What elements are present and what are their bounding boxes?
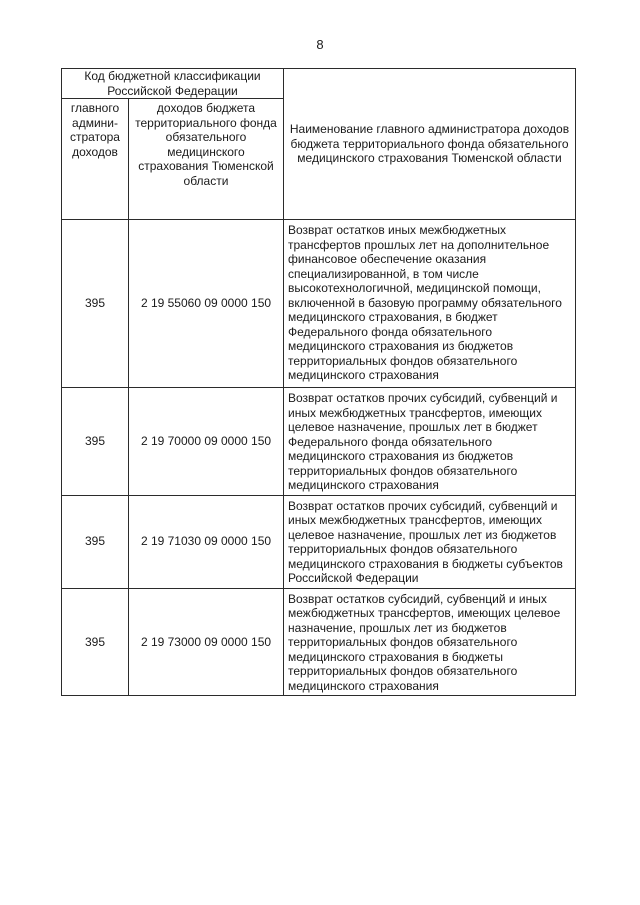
revenue-name-cell: Возврат остатков субсидий, субвенций и иных межбюджетных трансфертов, имеющих целевое назначение, прошлых лет из бюджетов территориальных фондов обязательного медицинского страхования в бюджеты территориальных фондов обязательного медицинского страхования <box>284 588 576 696</box>
header-main-administrator: главного админи-стратора доходов <box>62 99 129 220</box>
revenue-name-cell: Возврат остатков иных межбюджетных трансфертов прошлых лет на дополнительное финансовое обеспечение оказания специализированной, в том числе высокотехнологичной, медицинской помощи, включенной в базовую программу обязательного медицинского страхования, в бюджет Федерального фонда обязательного медицинского страхования из бюджетов территориальных фондов обязательного медицинского страхования <box>284 220 576 388</box>
admin-code-cell: 395 <box>62 388 129 496</box>
admin-code-cell: 395 <box>62 220 129 388</box>
table-row <box>62 388 576 496</box>
revenue-code-cell: 2 19 71030 09 0000 150 <box>129 495 284 588</box>
table-row <box>62 588 576 696</box>
revenue-code-cell: 2 19 70000 09 0000 150 <box>129 388 284 496</box>
revenue-name-cell: Возврат остатков прочих субсидий, субвенций и иных межбюджетных трансфертов, имеющих целевое назначение, прошлых лет в бюджет Федерального фонда обязательного медицинского страхования из бюджетов территориальных фондов обязательного медицинского страхования <box>284 388 576 496</box>
admin-code-cell: 395 <box>62 588 129 696</box>
header-fund-revenue-code: доходов бюджета территориального фонда обязательного медицинского страхования Тюменской области <box>129 99 284 220</box>
revenue-code-cell: 2 19 55060 09 0000 150 <box>129 220 284 388</box>
page-number: 8 <box>316 37 324 52</box>
revenue-name-cell: Возврат остатков прочих субсидий, субвенций и иных межбюджетных трансфертов, имеющих целевое назначение, прошлых лет из бюджетов территориальных фондов обязательного медицинского страхования в бюджеты субъектов Российской Федерации <box>284 495 576 588</box>
header-administrator-name: Наименование главного администратора доходов бюджета территориального фонда обязательного медицинского страхования Тюменской области <box>284 69 576 220</box>
table-row <box>62 220 576 388</box>
revenue-code-cell: 2 19 73000 09 0000 150 <box>129 588 284 696</box>
table-row <box>62 495 576 588</box>
admin-code-cell: 395 <box>62 495 129 588</box>
header-budget-classification-code: Код бюджетной классификации Российской Федерации <box>62 69 284 99</box>
budget-classification-table <box>61 68 576 696</box>
